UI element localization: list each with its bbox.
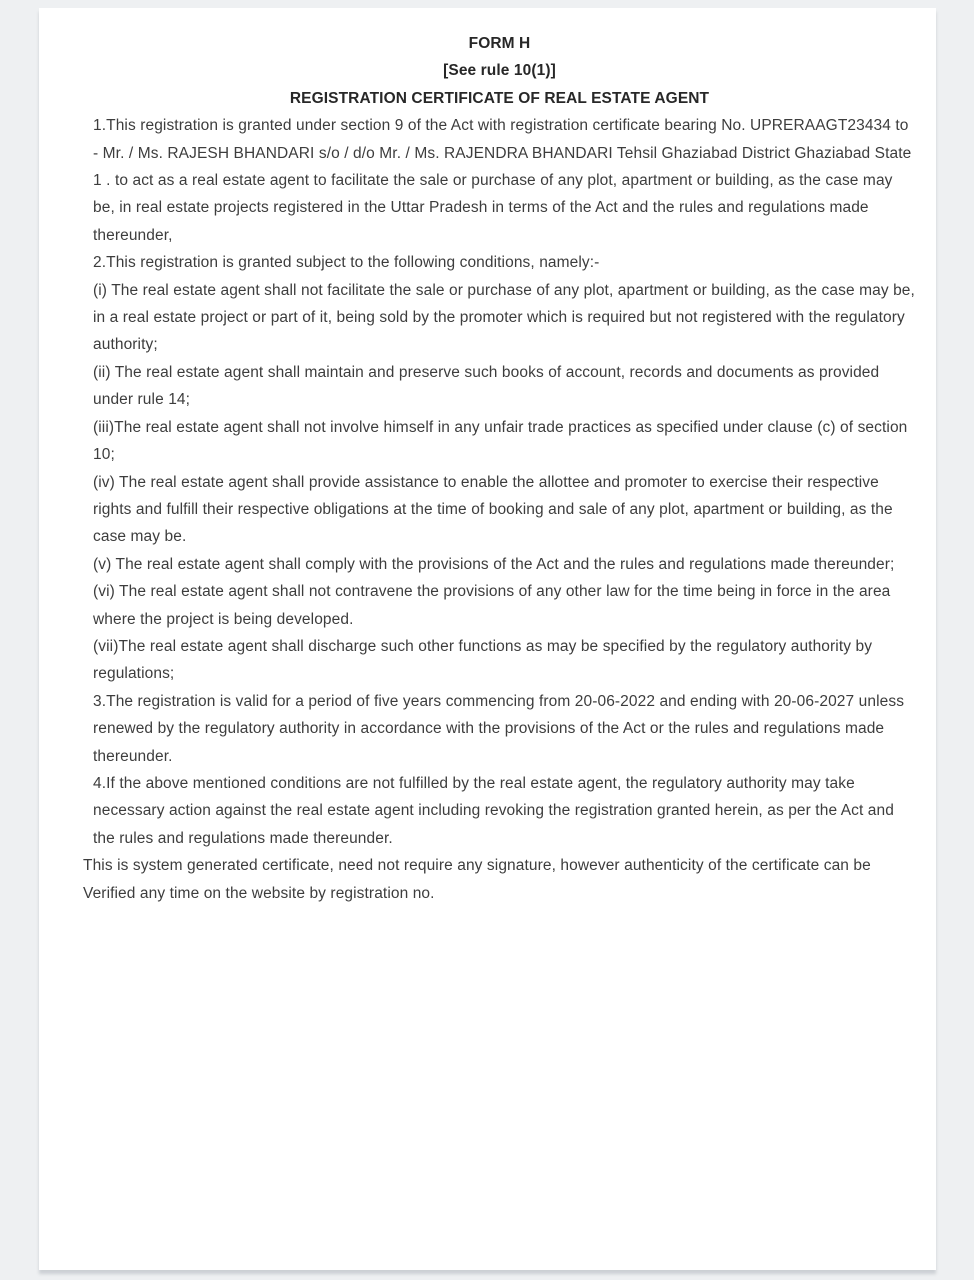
certificate-paragraph-2: 2.This registration is granted subject to the following conditions, namely:- (93, 254, 600, 272)
certificate-condition-v: (v) The real estate agent shall comply with the provisions of the Act and the rules and regulations made thereunder; (93, 555, 895, 573)
certificate-condition-iii: (iii)The real estate agent shall not involve himself in any unfair trade practices as specified under clause (c) of section 10; (93, 418, 908, 464)
certificate-paragraph-4: 4.If the above mentioned conditions are not fulfilled by the real estate agent, the regulatory authority may take necessary action against the real estate agent including revoking the registration granted herein, as per the Act and the rules and regulations made thereunder. (93, 774, 894, 847)
certificate-condition-i: (i) The real estate agent shall not facilitate the sale or purchase of any plot, apartment or building, as the case may be, in a real estate project or part of it, being sold by the promoter which is required but not registered with the regulatory authority; (93, 281, 915, 354)
certificate-paragraph-1: 1.This registration is granted under section 9 of the Act with registration certificate bearing No. UPRERAAGT23434 to - Mr. / Ms. RAJESH BHANDARI s/o / d/o Mr. / Ms. RAJENDRA BHANDARI Tehsil Ghaziabad District Ghaziabad State 1 . to act as a real estate agent to facilitate the sale or purchase of any plot, apartment or building, as the case may be, in real estate projects registered in the Uttar Pradesh in terms of the Act and the rules and regulations made thereunder, (93, 117, 912, 244)
certificate-condition-ii: (ii) The real estate agent shall maintain and preserve such books of account, records and documents as provided under rule 14; (93, 363, 880, 409)
certificate-paragraph-3: 3.The registration is valid for a period of five years commencing from 20-06-2022 and ending with 20-06-2027 unless renewed by the regulatory authority in accordance with the provisions of the Act or the rules and regulations made thereunder. (93, 692, 905, 765)
certificate-condition-iv: (iv) The real estate agent shall provide assistance to enable the allottee and promoter to exercise their respective rights and fulfill their respective obligations at the time of booking and sale of any plot, apartment or building, as the case may be. (93, 473, 893, 546)
certificate-heading: REGISTRATION CERTIFICATE OF REAL ESTATE AGENT (289, 89, 710, 107)
rule-subtitle: [See rule 10(1)] (443, 62, 556, 80)
form-title: FORM H (468, 35, 531, 52)
certificate-sheet (39, 8, 936, 1270)
certificate-condition-vi: (vi) The real estate agent shall not contravene the provisions of any other law for the time being in force in the area where the project is being developed. (93, 583, 891, 628)
footer-note: This is system generated certificate, need not require any signature, however authenticity of the certificate can be Verified any time on the website by registration no. (83, 857, 871, 902)
certificate-condition-vii: (vii)The real estate agent shall discharge such other functions as may be specified by the regulatory authority by regulations; (93, 637, 873, 683)
